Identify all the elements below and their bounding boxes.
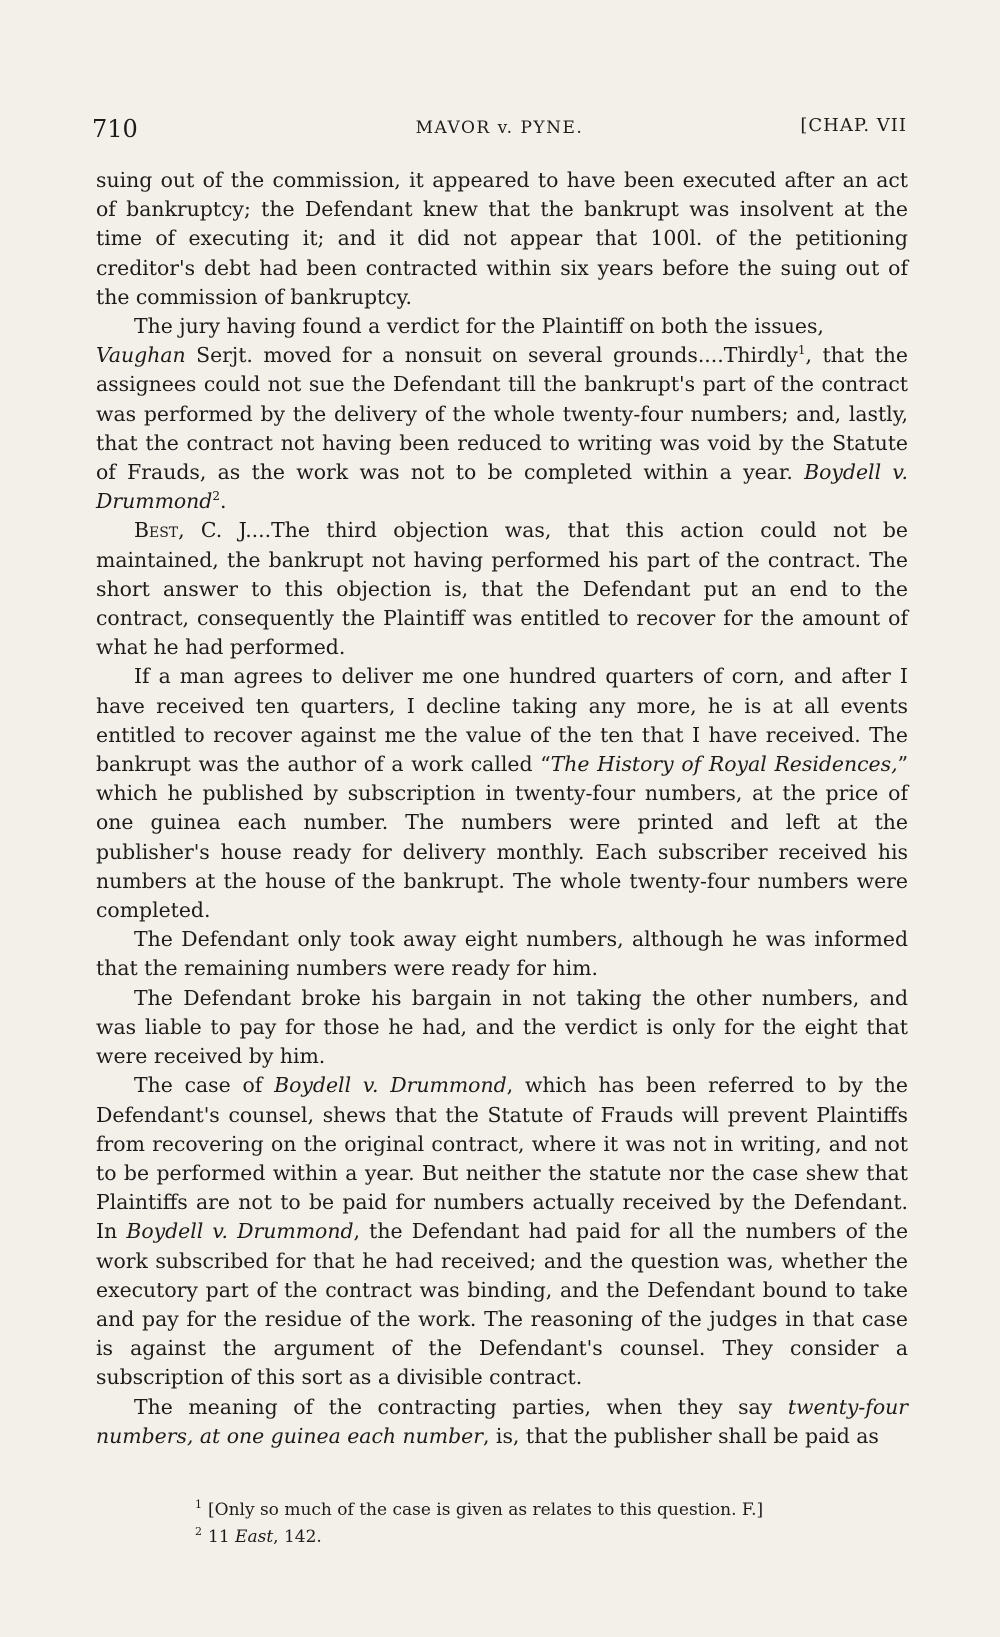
running-header	[92, 115, 907, 151]
chapter-label: [CHAP. VII	[800, 115, 907, 136]
case-citation: Boydell v. Drummond	[96, 460, 909, 514]
italic-phrase: twenty-four numbers, at one guinea each number	[96, 1394, 908, 1448]
case-name: Boydell v. Drummond	[274, 1073, 507, 1098]
paragraph-2: The jury having found a verdict for the Plaintiff on both the issues,	[134, 314, 824, 339]
footnote-mark: 1	[195, 1498, 202, 1512]
footnote-ref-2[interactable]: 2	[212, 489, 221, 504]
footnote-1: $^1$ [Only so much of the case is given as relates to this question. F.]	[195, 1498, 764, 1520]
counsel-name: Vaughan	[96, 343, 186, 368]
judge-name: Best	[134, 518, 179, 543]
running-title: MAVOR v. PYNE.	[415, 118, 584, 138]
case-name: Boydell v. Drummond	[126, 1219, 354, 1244]
paragraph-5: If a man agrees to deliver me one hundred quarters of corn, and after I have received ten quarters, I decline taking any more, he is at all events entitled to recover against me the value of the ten that I have received. The bankrupt was the author of a work called “The History of Royal Residences,” which he published by subscription in twenty-four numbers, at the price of one guinea each number. The numbers were printed and left at the publisher's house ready for delivery monthly. Each subscriber received his numbers at the house of the bankrupt. The whole twenty-four numbers were completed.	[96, 664, 908, 923]
paragraph-7: The Defendant broke his bargain in not taking the other numbers, and was liable to pay for those he had, and the verdict is only for the eight that were received by him.	[96, 985, 908, 1069]
footnotes	[96, 1497, 908, 1551]
paragraph-9: The meaning of the contracting parties, when they say twenty-four numbers, at one guinea each number, is, that the publisher shall be paid as	[96, 1394, 908, 1448]
work-title: The History of Royal Residences,	[550, 752, 898, 777]
paragraph-4: Best, C. J....The third objection was, that this action could not be maintained, the bankrupt not having performed his part of the contract. The short answer to this objection is, that the Defendant put an end to the contract, consequently the Plaintiff was entitled to recover for the amount of what he had performed.	[96, 518, 908, 660]
paragraph-6: The Defendant only took away eight numbers, although he was informed that the remaining numbers were ready for him.	[96, 927, 908, 981]
paragraph-3: Vaughan Serjt. moved for a nonsuit on several grounds....Thirdly$^1$, that the assignees could not sue the Defendant till the bankrupt's part of the contract was performed by the delivery of the whole twenty-four numbers; and, lastly, that the contract not having been reduced to writing was void by the Statute of Frauds, as the work was not to be completed within a year. Boydell v. Drummond$^2$.	[96, 343, 909, 514]
body-text	[96, 166, 908, 1451]
footnote-mark: 2	[195, 1525, 202, 1539]
page-number: 710	[92, 115, 138, 143]
paragraph-8: The case of Boydell v. Drummond, which has been referred to by the Defendant's counsel, shews that the Statute of Frauds will prevent Plaintiffs from recovering on the original contract, where it was not in writing, and not to be performed within a year. But neither the statute nor the case shew that Plaintiffs are not to be paid for numbers actually received by the Defendant. In Boydell v. Drummond, the Defendant had paid for all the numbers of the work subscribed for that he had received; and the question was, whether the executory part of the contract was binding, and the Defendant bound to take and pay for the residue of the work. The reasoning of the judges in that case is against the argument of the Defendant's counsel. They consider a subscription of this sort as a divisible contract.	[96, 1073, 909, 1390]
footnote-2: $^2$ 11 East, 142.	[195, 1525, 322, 1547]
footnote-ref-1[interactable]: 1	[797, 343, 806, 358]
paragraph-1: suing out of the commission, it appeared to have been executed after an act of bankruptcy; the Defendant knew that the bankrupt was insolvent at the time of executing it; and it did not appear that 100l. of the petitioning creditor's debt had been contracted within six years before the suing out of the commission of bankruptcy.	[96, 168, 908, 309]
